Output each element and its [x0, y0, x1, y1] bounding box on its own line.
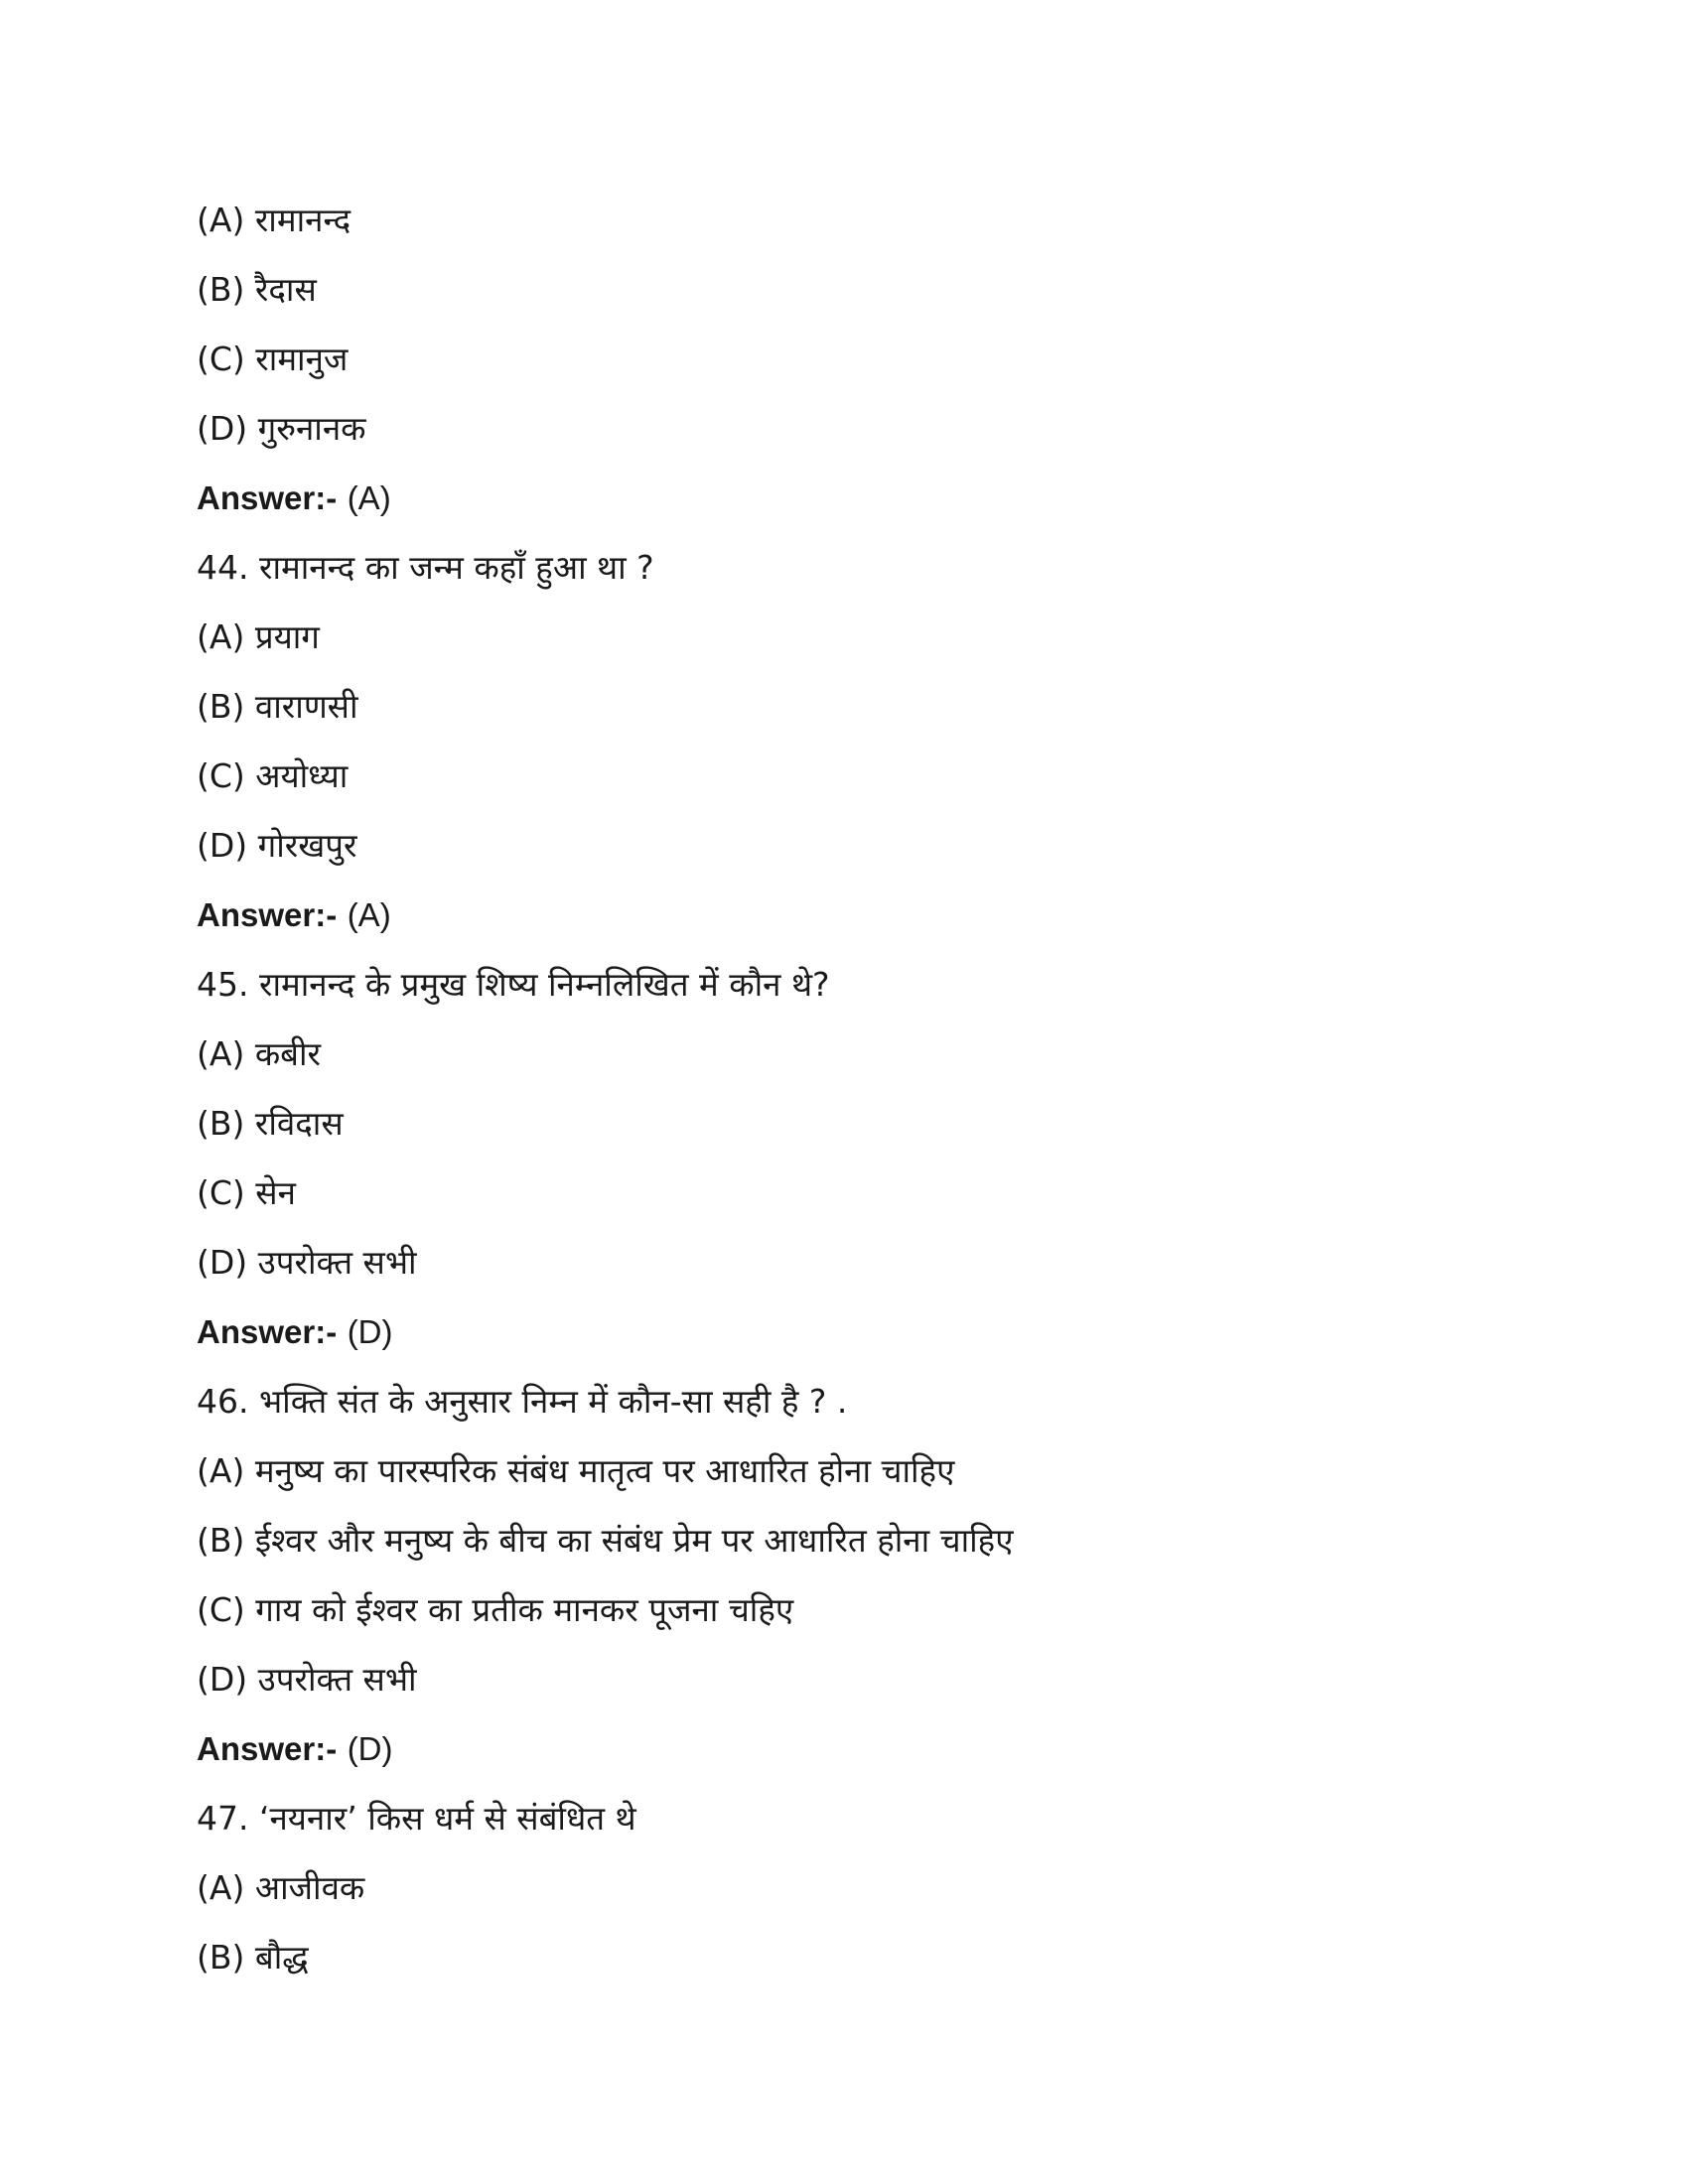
question-47: 47. ‘नयनार’ किस धर्म से संबंधित थे — [197, 1799, 636, 1838]
answer-line — [197, 1310, 393, 1354]
option-b: (B) वाराणसी — [197, 687, 358, 726]
option-b: (B) बौद्ध — [197, 1938, 309, 1977]
option-b: (B) रविदास — [197, 1104, 344, 1143]
option-b: (B) रैदास — [197, 270, 317, 309]
option-a: (A) प्रयाग — [197, 617, 320, 656]
question-44: 44. रामानन्द का जन्म कहाँ हुआ था ? — [197, 548, 654, 587]
answer-label: Answer:- — [197, 479, 338, 516]
option-a: (A) रामानन्द — [197, 201, 352, 239]
answer-label: Answer:- — [197, 1313, 338, 1350]
answer-line — [197, 477, 391, 520]
option-a: (A) कबीर — [197, 1034, 322, 1073]
option-c: (C) सेन — [197, 1173, 296, 1212]
question-45: 45. रामानन्द के प्रमुख शिष्य निम्नलिखित में कौन थे? — [197, 965, 830, 1004]
answer-value: (D) — [347, 1313, 393, 1350]
option-d: (D) गोरखपुर — [197, 826, 357, 865]
option-c: (C) अयोध्या — [197, 756, 349, 795]
option-c: (C) रामानुज — [197, 340, 349, 378]
option-b: (B) ईश्वर और मनुष्य के बीच का संबंध प्रेम पर आधारित होना चाहिए — [197, 1521, 1014, 1560]
answer-line — [197, 893, 391, 937]
option-a: (A) आजीवक — [197, 1868, 365, 1907]
answer-line — [197, 1727, 393, 1771]
question-46: 46. भक्ति संत के अनुसार निम्न में कौन-सा सही है ? . — [197, 1382, 848, 1421]
option-c: (C) गाय को ईश्वर का प्रतीक मानकर पूजना चहिए — [197, 1590, 794, 1629]
answer-label: Answer:- — [197, 1730, 338, 1767]
option-d: (D) गुरुनानक — [197, 409, 366, 448]
answer-value: (A) — [347, 896, 391, 933]
option-a: (A) मनुष्य का पारस्परिक संबंध मातृत्व पर आधारित होना चाहिए — [197, 1451, 955, 1490]
answer-value: (D) — [347, 1730, 393, 1767]
answer-label: Answer:- — [197, 896, 338, 933]
answer-value: (A) — [347, 479, 391, 516]
option-d: (D) उपरोक्त सभी — [197, 1660, 417, 1699]
option-d: (D) उपरोक्त सभी — [197, 1243, 417, 1282]
